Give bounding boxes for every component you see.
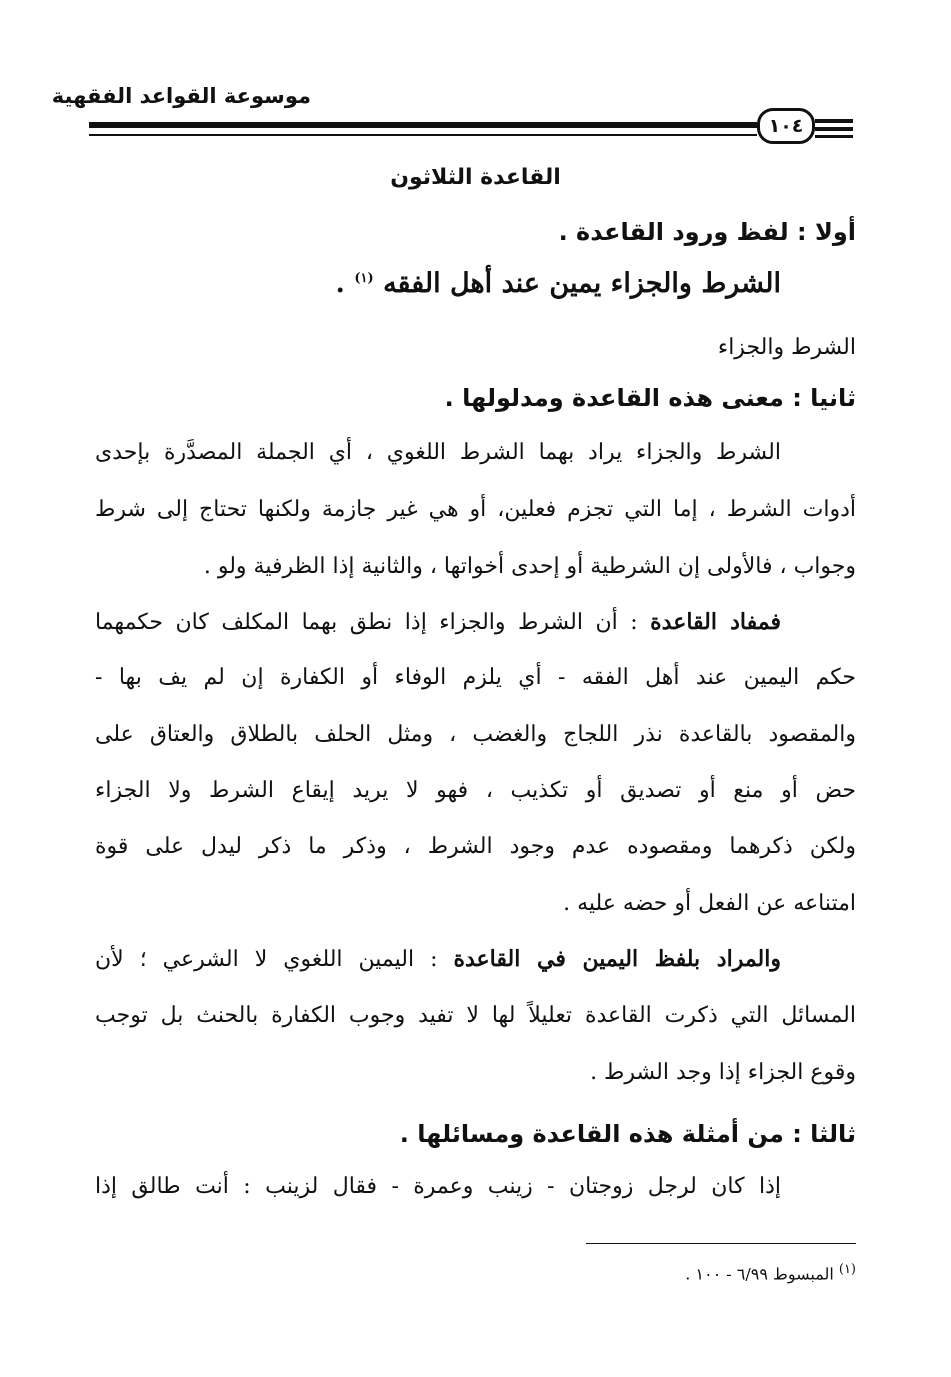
footnote-reference: (١)	[354, 271, 374, 286]
section-2-title: ثانيا : معنى هذه القاعدة ومدلولها .	[444, 384, 856, 412]
paragraph-line: إذا كان لرجل زوجتان - زينب وعمرة - فقال لزينب : أنت طالق إذا	[95, 1174, 781, 1199]
rule-statement	[336, 268, 781, 299]
paragraph-line: والمقصود بالقاعدة نذر اللجاج والغضب ، ومثل الحلف بالطلاق والعتاق على	[95, 722, 856, 747]
section-1-title: أولا : لفظ ورود القاعدة .	[558, 218, 856, 246]
paragraph-line	[95, 946, 781, 973]
header-rule-right-top	[815, 119, 853, 123]
paragraph-line: امتناعه عن الفعل أو حضه عليه .	[563, 891, 856, 916]
header-rule-thick	[89, 122, 757, 128]
paragraph-text: : أن الشرط والجزاء إذا نطق بهما المكلف كان حكمهما	[95, 610, 651, 635]
paragraph-line: المسائل التي ذكرت القاعدة تعليلاً لها لا تفيد وجوب الكفارة بالحنث بل توجب	[95, 1003, 856, 1028]
footnote-separator	[586, 1243, 856, 1244]
paragraph-label: فمفاد القاعدة	[650, 609, 781, 635]
header-title: موسوعة القواعد الفقهية	[51, 84, 311, 108]
paragraph-text: : اليمين اللغوي لا الشرعي ؛ لأن	[95, 947, 454, 972]
paragraph-line: ولكن ذكرهما ومقصوده عدم وجود الشرط ، وذكر ما ذكر ليدل على قوة	[95, 834, 856, 859]
paragraph-line: حض أو منع أو تصديق أو تكذيب ، فهو لا يريد إيقاع الشرط ولا الجزاء	[95, 778, 856, 803]
section-3-title: ثالثا : من أمثلة هذه القاعدة ومسائلها .	[399, 1120, 856, 1148]
header-rule-right-bottom	[815, 135, 853, 138]
paragraph-line: حكم اليمين عند أهل الفقه - أي يلزم الوفاء أو الكفارة إن لم يف بها -	[95, 665, 856, 690]
rule-heading: القاعدة الثلاثون	[390, 165, 561, 190]
rule-short-form: الشرط والجزاء	[717, 335, 856, 360]
rule-statement-end: .	[335, 268, 345, 299]
rule-statement-text: الشرط والجزاء يمين عند أهل الفقه	[383, 268, 781, 299]
header-rule-thin	[89, 134, 757, 136]
paragraph-line: أدوات الشرط ، إما التي تجزم فعلين، أو هي غير جازمة ولكنها تحتاج إلى شرط	[95, 497, 856, 522]
paragraph-line: وقوع الجزاء إذا وجد الشرط .	[590, 1060, 856, 1085]
paragraph-label: والمراد بلفظ اليمين في القاعدة	[453, 946, 781, 972]
footnote-text: المبسوط ٦/٩٩ - ١٠٠ .	[685, 1264, 839, 1284]
paragraph-line: وجواب ، فالأولى إن الشرطية أو إحدى أخواتها ، والثانية إذا الظرفية ولو .	[203, 554, 856, 579]
page-number: ١٠٤	[757, 108, 815, 144]
header-rule-right-middle	[815, 127, 853, 131]
footnote	[685, 1262, 856, 1283]
footnote-marker: (١)	[838, 1262, 856, 1277]
paragraph-line: الشرط والجزاء يراد بهما الشرط اللغوي ، أي الجملة المصدَّرة بإحدى	[95, 440, 781, 465]
paragraph-line	[95, 609, 781, 636]
